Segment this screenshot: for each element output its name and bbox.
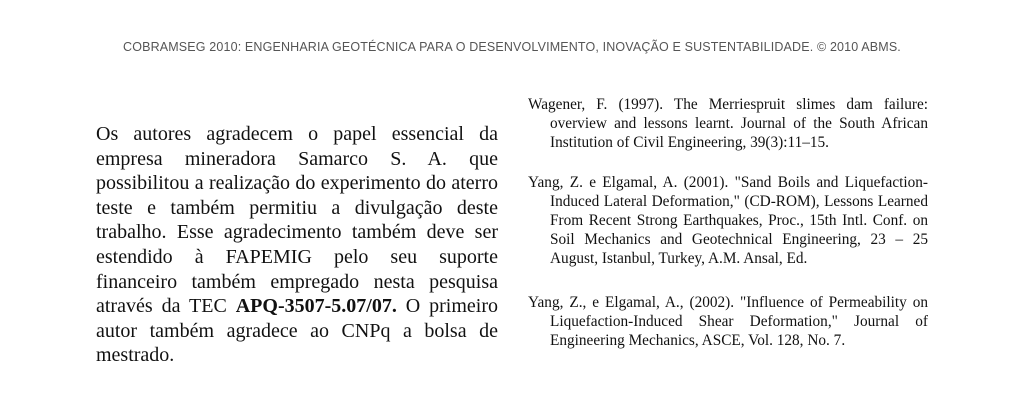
reference-item-yang-2002: Yang, Z., e Elgamal, A., (2002). "Influence of Permeability on Liquefaction-Induced Shear Deformation," Journal of Engineering Mechanics, ASCE, Vol. 128, No. 7. (528, 294, 928, 349)
acknowledgment-text-end: O primeiro autor também agradece ao CNPq a bolsa de mestrado. (96, 295, 499, 367)
reference-item-wagener-1997: Wagener, F. (1997). The Merriespruit slimes dam failure: overview and lessons learnt. Journal of the South African Institution of Civil Engineering, 39(3):11–15. (528, 96, 928, 151)
acknowledgment-text-start: Os autores agradecem o papel essencial da empresa mineradora Samarco S. A. que possibilitou a realização do experimento do aterro teste e também permitiu a divulgação deste trabalho. Esse agradecimento também deve ser estendido à FAPEMIG pelo seu suporte financeiro também empregado nesta pesquisa através da TEC (96, 123, 498, 318)
running-header: COBRAMSEG 2010: ENGENHARIA GEOTÉCNICA PARA O DESENVOLVIMENTO, INOVAÇÃO E SUSTENTABILIDADE. © 2010 ABMS. (123, 40, 901, 54)
reference-list (528, 96, 928, 351)
acknowledgment-paragraph (96, 122, 498, 368)
reference-item-yang-2001: Yang, Z. e Elgamal, A. (2001). "Sand Boils and Liquefaction-Induced Lateral Deformation," (CD-ROM), Lessons Learned From Recent Strong Earthquakes, Proc., 15th Intl. Conf. on Soil Mechanics and Geotechnical Engineering, 23 – 25 August, Istanbul, Turkey, A.M. Ansal, Ed. (528, 174, 928, 267)
grant-code: APQ-3507-5.07/07. (235, 295, 397, 318)
